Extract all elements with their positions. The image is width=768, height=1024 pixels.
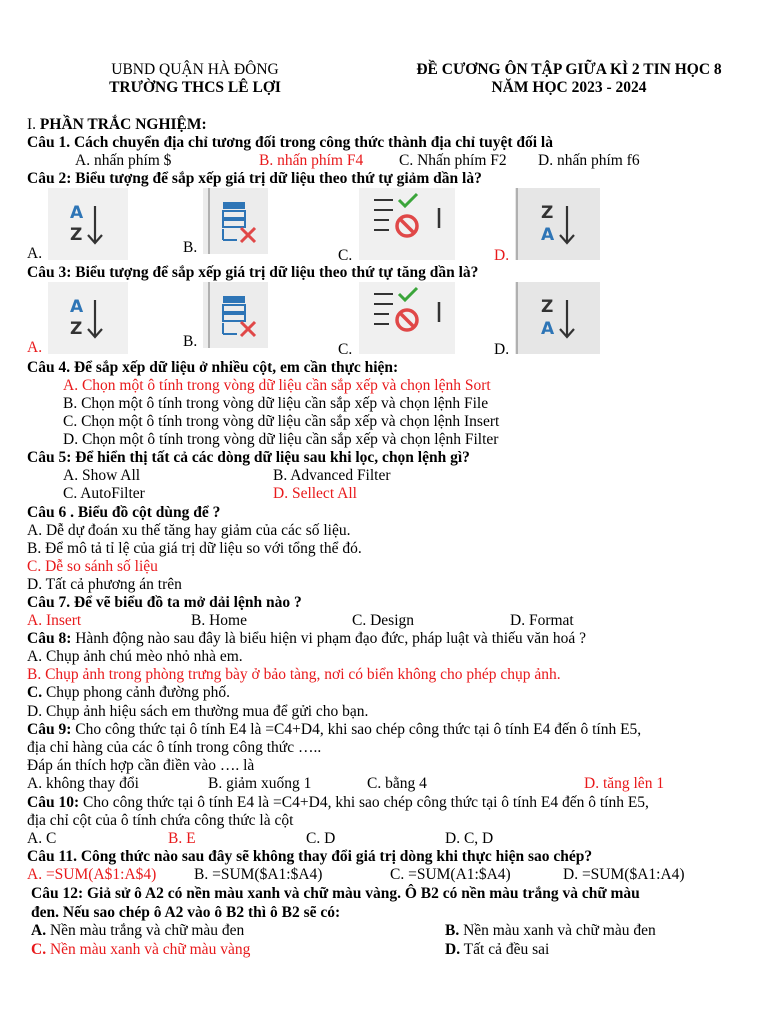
q5-option-b: B. Advanced Filter bbox=[273, 467, 391, 484]
svg-text:Z: Z bbox=[541, 203, 554, 223]
q9-option-b: B. giảm xuống 1 bbox=[208, 775, 312, 792]
q12-text-line2: đen. Nếu sao chép ô A2 vào ô B2 thì ô B2 sẽ có: bbox=[31, 904, 341, 921]
q11-option-b: B. =SUM($A1:$A4) bbox=[194, 866, 323, 883]
q2-option-a: A. bbox=[27, 245, 43, 262]
clear-rules-icon bbox=[359, 282, 455, 354]
svg-text:A: A bbox=[541, 319, 555, 339]
q8-c-text: Chụp phong cảnh đường phố. bbox=[42, 684, 231, 701]
q12-option-c bbox=[31, 941, 250, 959]
q1-option-d: D. nhấn phím f6 bbox=[538, 152, 640, 169]
sort-descending-icon bbox=[515, 188, 600, 260]
q6-option-c: C. Dễ so sánh số liệu bbox=[27, 558, 158, 575]
svg-text:A: A bbox=[541, 225, 555, 245]
q8-option-c bbox=[27, 684, 230, 702]
question-2: Câu 2: Biểu tượng để sắp xếp giá trị dữ liệu theo thứ tự giảm dần là? bbox=[27, 170, 482, 187]
q10-label: Câu 10: bbox=[27, 794, 80, 811]
q7-option-a: A. Insert bbox=[27, 612, 82, 629]
q12-a-text: Nền màu trắng và chữ màu đen bbox=[46, 922, 245, 939]
q4-option-a: A. Chọn một ô tính trong vòng dữ liệu cần sắp xếp và chọn lệnh Sort bbox=[63, 377, 491, 394]
q8-text: Hành động nào sau đây là biểu hiện vi phạm đạo đức, pháp luật và thiếu văn hoá ? bbox=[71, 630, 586, 647]
q3-option-c: C. bbox=[338, 341, 353, 358]
question-7: Câu 7. Để vẽ biểu đồ ta mở dải lệnh nào ? bbox=[27, 594, 302, 611]
svg-text:Z: Z bbox=[70, 319, 83, 339]
q8-option-d: D. Chụp ảnh hiệu sách em thường mua để gửi cho bạn. bbox=[27, 703, 369, 720]
document-title: ĐỀ CƯƠNG ÔN TẬP GIỮA KÌ 2 TIN HỌC 8 bbox=[416, 61, 722, 78]
q3-option-d: D. bbox=[494, 341, 510, 358]
question-3: Câu 3: Biểu tượng để sắp xếp giá trị dữ liệu theo thứ tự tăng dần là? bbox=[27, 264, 479, 281]
q10-option-b: B. E bbox=[168, 830, 196, 847]
q12-c-label: C. bbox=[31, 941, 47, 958]
question-4: Câu 4. Để sắp xếp dữ liệu ở nhiều cột, em cần thực hiện: bbox=[27, 359, 399, 376]
q5-option-d: D. Sellect All bbox=[273, 485, 357, 502]
district-name: UBND QUẬN HÀ ĐÔNG bbox=[111, 61, 279, 78]
q11-option-d: D. =SUM($A1:A4) bbox=[563, 866, 685, 883]
q12-b-text: Nền màu xanh và chữ màu đen bbox=[459, 922, 656, 939]
question-11: Câu 11. Công thức nào sau đây sẽ không thay đổi giá trị dòng khi thực hiện sao chép? bbox=[27, 848, 593, 865]
q7-option-b: B. Home bbox=[191, 612, 247, 629]
q12-c-text: Nền màu xanh và chữ màu vàng bbox=[46, 941, 251, 958]
q2-option-c: C. bbox=[338, 247, 353, 264]
clear-filter-icon bbox=[203, 188, 268, 254]
q8-option-b: B. Chụp ảnh trong phòng trưng bày ở bảo tàng, nơi có biển không cho phép chụp ảnh. bbox=[27, 666, 561, 683]
q7-option-d: D. Format bbox=[510, 612, 574, 629]
q10-option-d: D. C, D bbox=[445, 830, 494, 847]
sort-ascending-icon bbox=[48, 282, 128, 354]
q9-text-line1: Cho công thức tại ô tính E4 là =C4+D4, khi sao chép công thức tại ô tính E4 đến ô tính E5, bbox=[71, 721, 642, 738]
q4-option-c: C. Chọn một ô tính trong vòng dữ liệu cần sắp xếp và chọn lệnh Insert bbox=[63, 413, 500, 430]
q9-text-line2: địa chỉ hàng của các ô tính trong công thức ….. bbox=[27, 739, 322, 756]
svg-text:A: A bbox=[70, 297, 84, 317]
section-title: PHẦN TRẮC NGHIỆM: bbox=[39, 116, 207, 133]
q7-option-c: C. Design bbox=[352, 612, 414, 629]
question-8 bbox=[27, 630, 586, 648]
q12-a-label: A. bbox=[31, 922, 47, 939]
q11-option-c: C. =SUM(A1:$A4) bbox=[390, 866, 511, 883]
q9-text-line3: Đáp án thích hợp cần điền vào …. là bbox=[27, 757, 255, 774]
q2-option-d: D. bbox=[494, 247, 510, 264]
section-roman: I. bbox=[27, 116, 40, 133]
q3-option-a: A. bbox=[27, 339, 43, 356]
section-heading bbox=[27, 116, 207, 134]
q4-option-d: D. Chọn một ô tính trong vòng dữ liệu cần sắp xếp và chọn lệnh Filter bbox=[63, 431, 499, 448]
q4-option-b: B. Chọn một ô tính trong vòng dữ liệu cần sắp xếp và chọn lệnh File bbox=[63, 395, 489, 412]
sort-descending-icon bbox=[515, 282, 600, 354]
school-year: NĂM HỌC 2023 - 2024 bbox=[491, 79, 647, 96]
q12-d-label: D. bbox=[445, 941, 461, 958]
clear-filter-icon bbox=[203, 282, 268, 348]
q12-d-text: Tất cả đều sai bbox=[460, 941, 550, 958]
q12-option-d bbox=[445, 941, 549, 959]
q1-option-b: B. nhấn phím F4 bbox=[259, 152, 364, 169]
sort-ascending-icon bbox=[48, 188, 128, 260]
q5-option-a: A. Show All bbox=[63, 467, 141, 484]
q1-option-a: A. nhấn phím $ bbox=[75, 152, 172, 169]
q10-option-a: A. C bbox=[27, 830, 57, 847]
q12-option-b bbox=[445, 922, 656, 940]
q9-option-a: A. không thay đổi bbox=[27, 775, 139, 792]
q5-option-c: C. AutoFilter bbox=[63, 485, 145, 502]
q2-option-b: B. bbox=[183, 239, 198, 256]
q6-option-b: B. Để mô tả tỉ lệ của giá trị dữ liệu so với tổng thể đó. bbox=[27, 540, 362, 557]
q3-option-b: B. bbox=[183, 333, 198, 350]
q8-option-a: A. Chụp ảnh chú mèo nhỏ nhà em. bbox=[27, 648, 243, 665]
q12-option-a bbox=[31, 922, 244, 940]
question-10 bbox=[27, 794, 649, 812]
q1-option-c: C. Nhấn phím F2 bbox=[399, 152, 507, 169]
q10-text-line1: Cho công thức tại ô tính E4 là =C4+D4, khi sao chép công thức tại ô tính E4 đến ô tính E5, bbox=[79, 794, 649, 811]
question-6: Câu 6 . Biểu đồ cột dùng để ? bbox=[27, 504, 221, 521]
svg-text:Z: Z bbox=[70, 225, 83, 245]
q10-text-line2: địa chỉ cột của ô tính chứa công thức là cột bbox=[27, 812, 294, 829]
question-1: Câu 1. Cách chuyển địa chỉ tương đối trong công thức thành địa chỉ tuyệt đối là bbox=[27, 134, 553, 151]
q6-option-d: D. Tất cả phương án trên bbox=[27, 576, 182, 593]
question-12: Câu 12: Giả sử ô A2 có nền màu xanh và chữ màu vàng. Ô B2 có nền màu trắng và chữ màu bbox=[31, 885, 640, 902]
q9-option-c: C. bằng 4 bbox=[367, 775, 427, 792]
q9-option-d: D. tăng lên 1 bbox=[584, 775, 665, 792]
q11-option-a: A. =SUM(A$1:A$4) bbox=[27, 866, 157, 883]
question-9 bbox=[27, 721, 641, 739]
svg-text:Z: Z bbox=[541, 297, 554, 317]
question-5: Câu 5: Để hiển thị tất cả các dòng dữ liệu sau khi lọc, chọn lệnh gì? bbox=[27, 449, 470, 466]
q12-b-label: B. bbox=[445, 922, 460, 939]
q6-option-a: A. Dễ dự đoán xu thế tăng hay giảm của các số liệu. bbox=[27, 522, 351, 539]
q9-label: Câu 9: bbox=[27, 721, 72, 738]
school-name: TRƯỜNG THCS LÊ LỢI bbox=[109, 79, 281, 96]
svg-text:A: A bbox=[70, 203, 84, 223]
q8-label: Câu 8: bbox=[27, 630, 72, 647]
q10-option-c: C. D bbox=[306, 830, 336, 847]
q8-c-label: C. bbox=[27, 684, 43, 701]
clear-rules-icon bbox=[359, 188, 455, 260]
